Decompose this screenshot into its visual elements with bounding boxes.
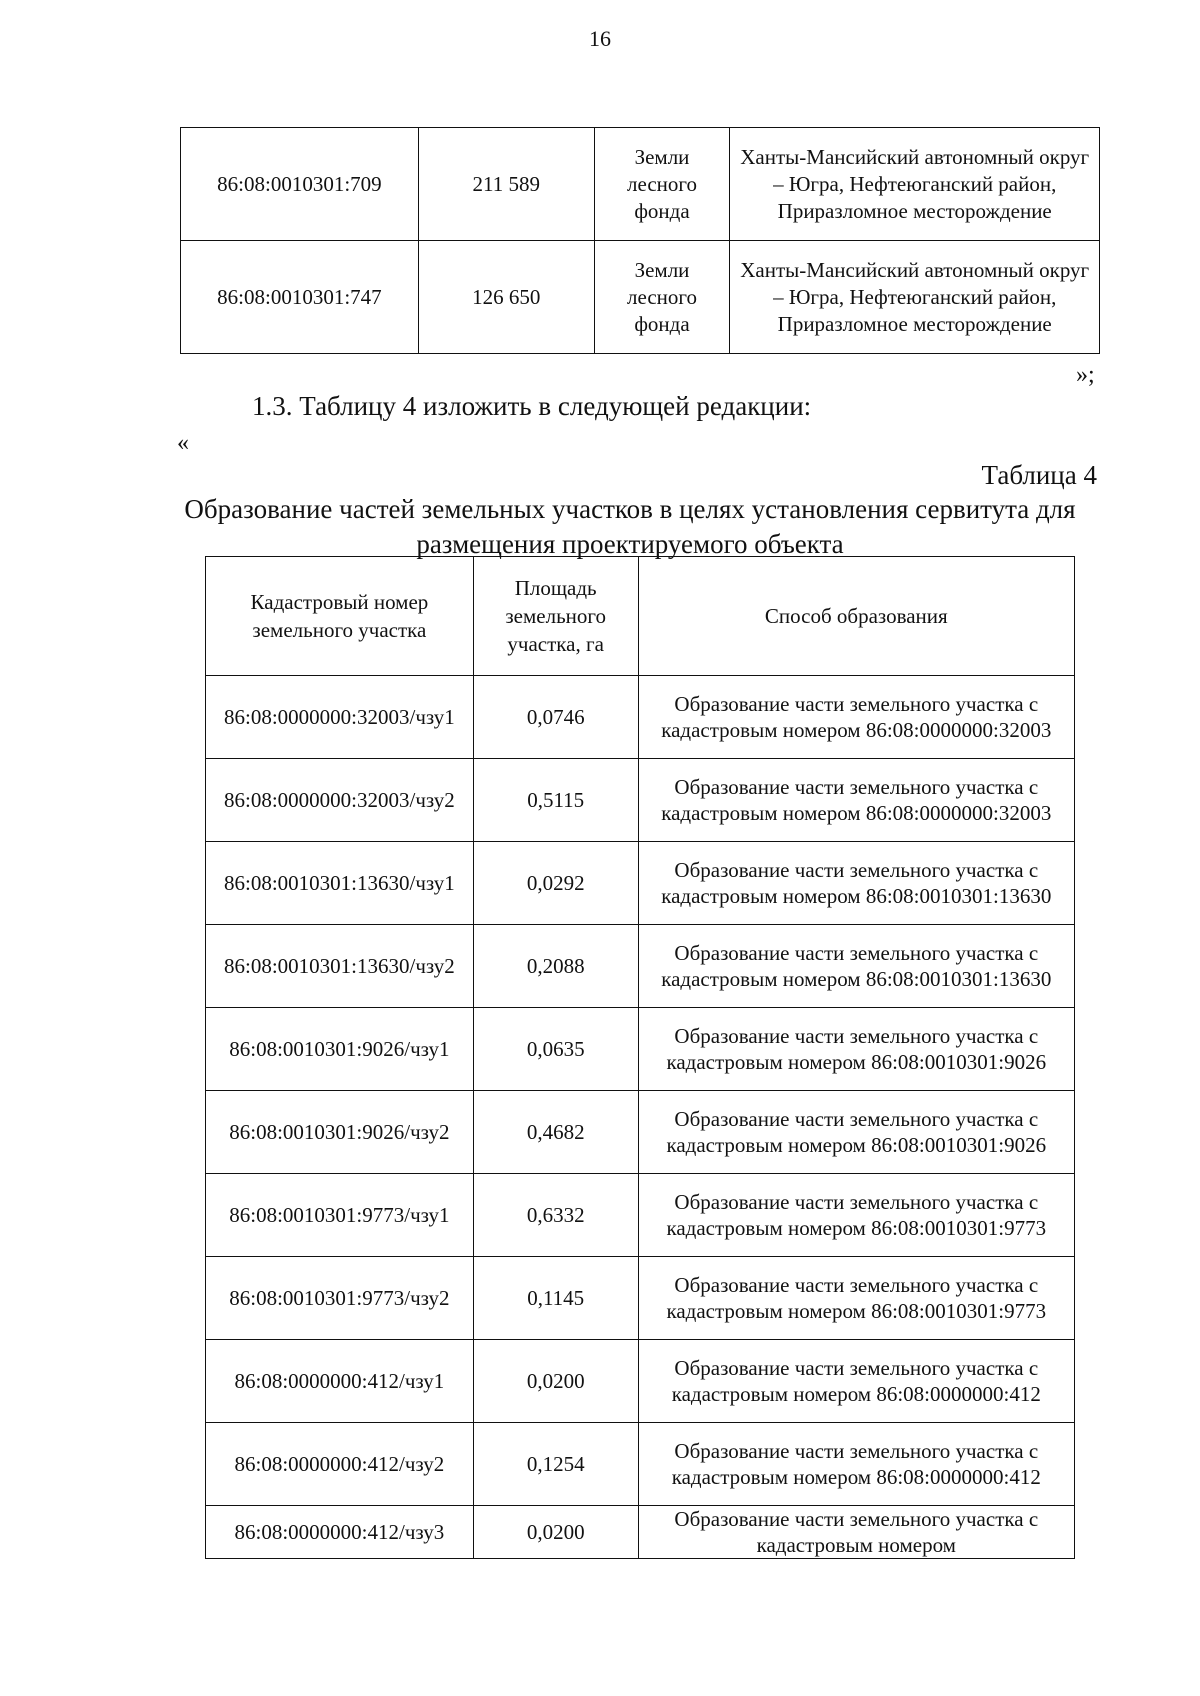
table-label: Таблица 4: [981, 460, 1097, 490]
table-row: [206, 842, 1075, 925]
table-row: [181, 241, 1100, 354]
table-row: [206, 1340, 1075, 1423]
cadastral-number-cell: 86:08:0000000:412/чзу1: [206, 1340, 474, 1423]
table-row: [206, 1091, 1075, 1174]
cadastral-number-cell: 86:08:0010301:13630/чзу1: [206, 842, 474, 925]
page-number: 16: [589, 26, 611, 51]
cadastral-number-cell: 86:08:0000000:32003/чзу2: [206, 759, 474, 842]
table-row: [181, 128, 1100, 241]
area-cell: 0,0746: [473, 676, 638, 759]
table-row: [206, 925, 1075, 1008]
method-cell: Образование части земельного участка с кадастровым номером 86:08:0000000:32003: [638, 676, 1074, 759]
easement-parts-table: [205, 556, 1075, 1559]
area-cell: 0,4682: [473, 1091, 638, 1174]
method-cell: Образование части земельного участка с кадастровым номером 86:08:0010301:9773: [638, 1257, 1074, 1340]
method-cell: Образование части земельного участка с кадастровым номером 86:08:0000000:412: [638, 1423, 1074, 1506]
method-cell: Образование части земельного участка с кадастровым номером 86:08:0010301:9026: [638, 1008, 1074, 1091]
cadastral-number-cell: 86:08:0010301:9026/чзу2: [206, 1091, 474, 1174]
cadastral-number-cell: 86:08:0010301:747: [181, 241, 419, 354]
location-cell: Ханты-Мансийский автономный округ – Югра, Нефтеюганский район, Приразломное месторождение: [730, 128, 1100, 241]
cadastral-number-cell: 86:08:0010301:13630/чзу2: [206, 925, 474, 1008]
table-row: [206, 1008, 1075, 1091]
table-row: [206, 1423, 1075, 1506]
cadastral-number-cell: 86:08:0000000:412/чзу3: [206, 1506, 474, 1559]
table-row: [206, 676, 1075, 759]
area-cell: 126 650: [418, 241, 594, 354]
land-category-cell: Земли лесного фонда: [594, 128, 730, 241]
area-cell: 0,0200: [473, 1340, 638, 1423]
area-cell: 0,0635: [473, 1008, 638, 1091]
cadastral-number-cell: 86:08:0000000:412/чзу2: [206, 1423, 474, 1506]
previous-table-continuation: [180, 127, 1100, 354]
method-cell: Образование части земельного участка с кадастровым номером: [638, 1506, 1074, 1559]
area-cell: 0,1254: [473, 1423, 638, 1506]
location-cell: Ханты-Мансийский автономный округ – Югра, Нефтеюганский район, Приразломное месторождение: [730, 241, 1100, 354]
method-cell: Образование части земельного участка с кадастровым номером 86:08:0000000:412: [638, 1340, 1074, 1423]
method-cell: Образование части земельного участка с кадастровым номером 86:08:0010301:9026: [638, 1091, 1074, 1174]
cadastral-number-cell: 86:08:0010301:709: [181, 128, 419, 241]
table-title: Образование частей земельных участков в целях установления сервитута для размещения проектируемого объекта: [184, 494, 1076, 559]
area-cell: 0,5115: [473, 759, 638, 842]
cadastral-number-cell: 86:08:0010301:9773/чзу1: [206, 1174, 474, 1257]
table-row: [206, 1257, 1075, 1340]
amendment-instruction: 1.3. Таблицу 4 изложить в следующей редакции:: [252, 391, 812, 421]
area-cell: 211 589: [418, 128, 594, 241]
area-cell: 0,0200: [473, 1506, 638, 1559]
cadastral-number-cell: 86:08:0010301:9026/чзу1: [206, 1008, 474, 1091]
header-method: Способ образования: [638, 557, 1074, 676]
area-cell: 0,1145: [473, 1257, 638, 1340]
opening-quote: «: [177, 430, 189, 456]
table-header-row: [206, 557, 1075, 676]
method-cell: Образование части земельного участка с кадастровым номером 86:08:0010301:13630: [638, 925, 1074, 1008]
method-cell: Образование части земельного участка с кадастровым номером 86:08:0000000:32003: [638, 759, 1074, 842]
table-row: [206, 759, 1075, 842]
area-cell: 0,2088: [473, 925, 638, 1008]
cadastral-number-cell: 86:08:0000000:32003/чзу1: [206, 676, 474, 759]
area-cell: 0,0292: [473, 842, 638, 925]
area-cell: 0,6332: [473, 1174, 638, 1257]
land-category-cell: Земли лесного фонда: [594, 241, 730, 354]
header-cadastral-number: Кадастровый номер земельного участка: [206, 557, 474, 676]
method-cell: Образование части земельного участка с кадастровым номером 86:08:0010301:13630: [638, 842, 1074, 925]
table-row: [206, 1506, 1075, 1559]
table-row: [206, 1174, 1075, 1257]
header-area: Площадь земельного участка, га: [473, 557, 638, 676]
cadastral-number-cell: 86:08:0010301:9773/чзу2: [206, 1257, 474, 1340]
closing-quote: »;: [1076, 362, 1095, 388]
method-cell: Образование части земельного участка с кадастровым номером 86:08:0010301:9773: [638, 1174, 1074, 1257]
